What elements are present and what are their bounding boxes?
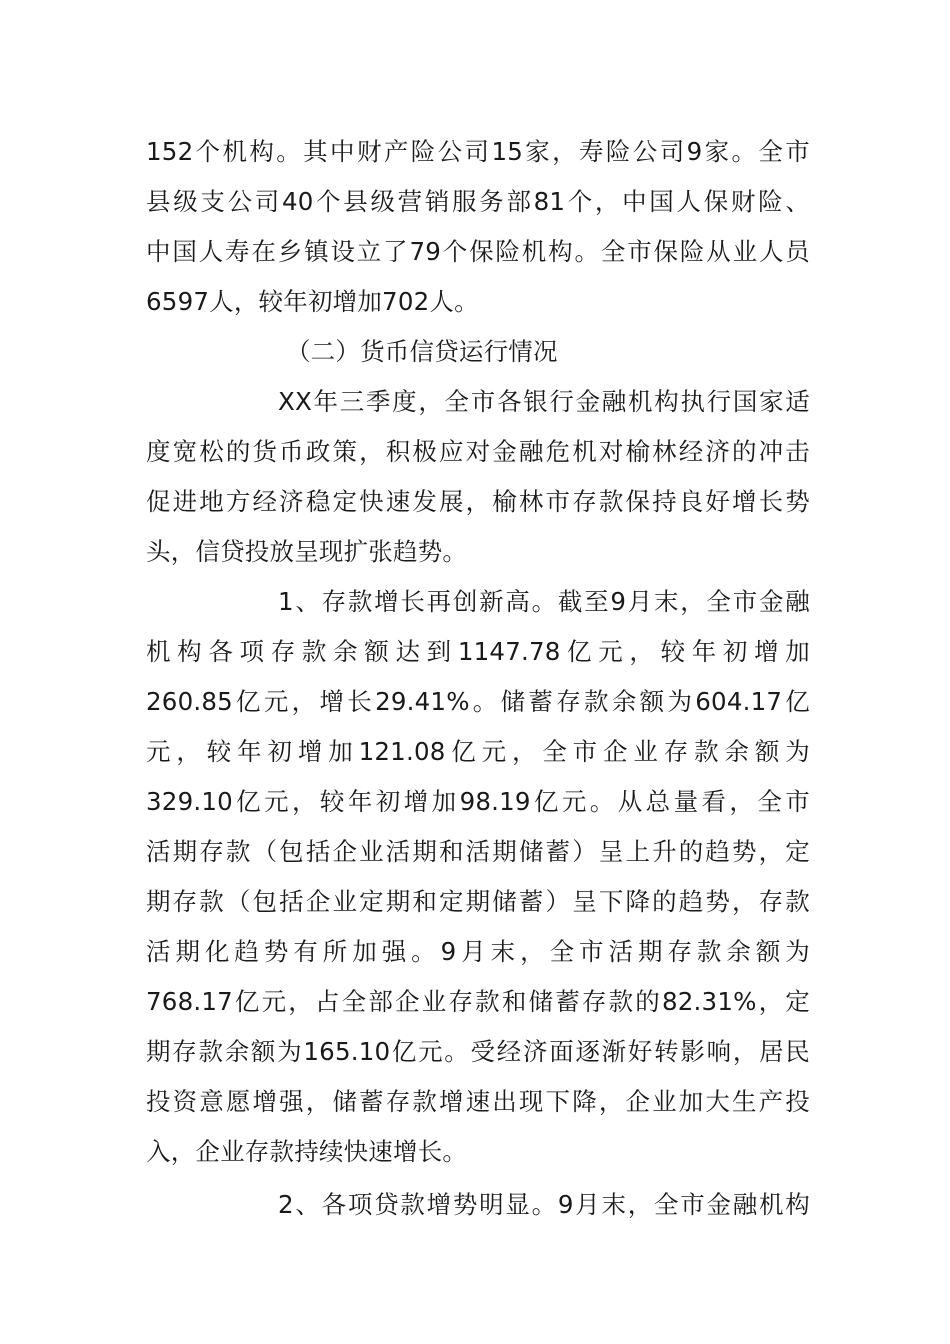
text-line-2: 县级支公司40个县级营销服务部81个，中国人保财险、 <box>146 187 810 216</box>
text-line-3: 中国人寿在乡镇设立了79个保险机构。全市保险从业人员 <box>146 237 810 266</box>
text-line-8: 促进地方经济稳定快速发展，榆林市存款保持良好增长势 <box>146 487 810 516</box>
section-heading: （二）货币信贷运行情况 <box>286 337 558 366</box>
text-line-17: 活期化趋势有所加强。9月末，全市活期存款余额为 <box>146 937 810 966</box>
text-line-20: 投资意愿增强，储蓄存款增速出现下降，企业加大生产投 <box>146 1087 810 1116</box>
text-line-21: 入，企业存款持续快速增长。 <box>146 1137 468 1166</box>
text-line-4: 6597人，较年初增加702人。 <box>146 287 479 316</box>
text-line-10: 1、存款增长再创新高。截至9月末，全市金融 <box>278 587 810 616</box>
text-line-12: 260.85亿元，增长29.41%。储蓄存款余额为604.17亿 <box>146 687 810 716</box>
text-line-18: 768.17亿元，占全部企业存款和储蓄存款的82.31%，定 <box>146 987 810 1016</box>
text-line-13: 元，较年初增加121.08亿元，全市企业存款余额为 <box>146 737 810 766</box>
text-line-6: XX年三季度，全市各银行金融机构执行国家适 <box>278 387 810 416</box>
text-line-1: 152个机构。其中财产险公司15家，寿险公司9家。全市 <box>146 137 810 166</box>
text-line-15: 活期存款（包括企业活期和活期储蓄）呈上升的趋势，定 <box>146 837 810 866</box>
text-line-22: 2、各项贷款增势明显。9月末，全市金融机构 <box>278 1190 810 1219</box>
text-line-9: 头，信贷投放呈现扩张趋势。 <box>146 537 468 566</box>
text-line-7: 度宽松的货币政策，积极应对金融危机对榆林经济的冲击 <box>146 437 810 466</box>
text-line-19: 期存款余额为165.10亿元。受经济面逐渐好转影响，居民 <box>146 1037 810 1066</box>
text-line-16: 期存款（包括企业定期和定期储蓄）呈下降的趋势，存款 <box>146 887 810 916</box>
text-line-11: 机构各项存款余额达到1147.78亿元，较年初增加 <box>146 637 810 666</box>
text-line-14: 329.10亿元，较年初增加98.19亿元。从总量看，全市 <box>146 787 810 816</box>
